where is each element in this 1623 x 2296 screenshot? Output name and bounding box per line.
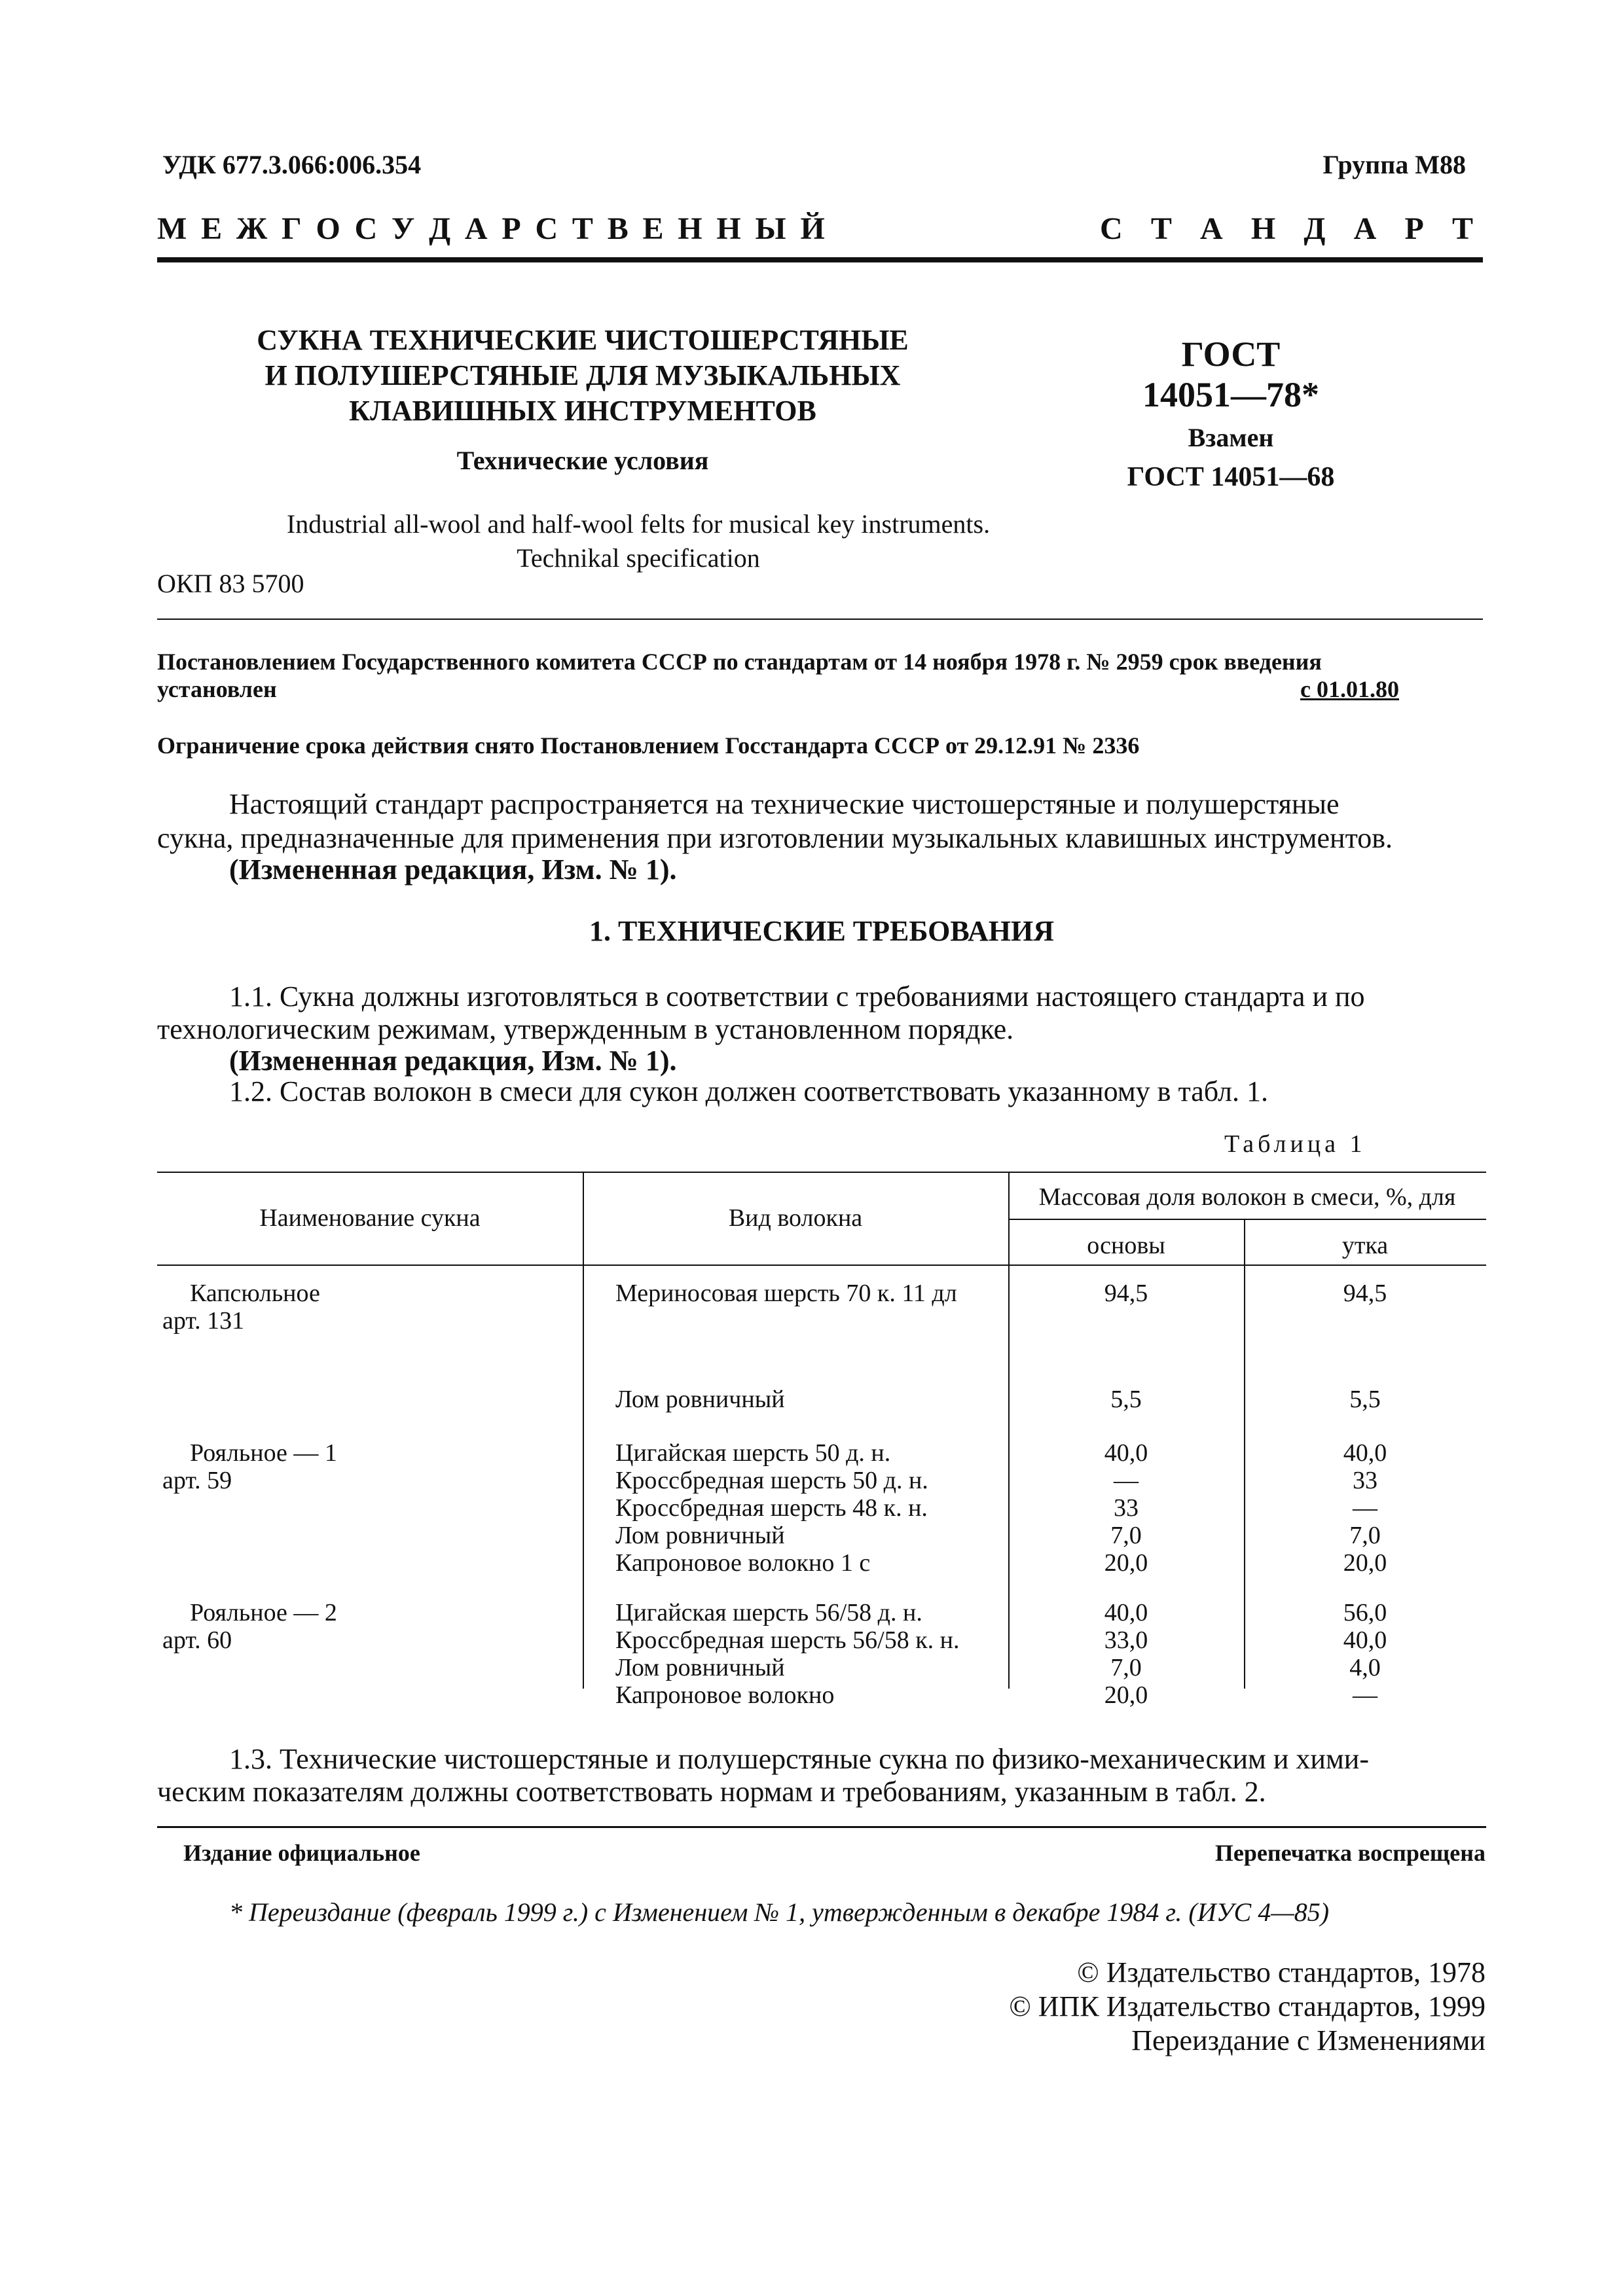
col-header-fiber: Вид волокна	[728, 1204, 863, 1232]
para-1-1-line-1: 1.1. Сукна должны изготовляться в соответствии с требованиями настоящего стандарта и по	[229, 980, 1365, 1013]
copyright-line-1: © Издательство стандартов, 1978	[1077, 1956, 1486, 1988]
copyright-line-3: Переиздание с Изменениями	[1131, 2024, 1486, 2056]
warp-share: 33	[1114, 1494, 1139, 1522]
para-1-3-line-1: 1.3. Технические чистошерстяные и полушерстяные сукна по физико-механическим и хими-	[229, 1743, 1369, 1775]
table-vline-1	[583, 1172, 584, 1689]
gost-number: 14051—78*	[1142, 375, 1319, 414]
weft-share: 7,0	[1349, 1522, 1381, 1549]
warp-share: 7,0	[1110, 1654, 1142, 1681]
fabric-article: арт. 60	[162, 1626, 232, 1654]
replaces-gost: ГОСТ 14051—68	[1127, 462, 1335, 492]
title-line-3: КЛАВИШНЫХ ИНСТРУМЕНТОВ	[349, 395, 816, 427]
weft-share: 94,5	[1343, 1280, 1387, 1307]
copyright-line-2: © ИПК Издательство стандартов, 1999	[1009, 1990, 1486, 2022]
fiber-type: Цигайская шерсть 56/58 д. н.	[615, 1599, 922, 1626]
weft-share: 40,0	[1343, 1439, 1387, 1467]
reissue-note: * Переиздание (февраль 1999 г.) с Изменением № 1, утвержденным в декабре 1984 г. (ИУС 4—85)	[229, 1897, 1330, 1927]
col-header-weft: утка	[1341, 1232, 1389, 1259]
col-header-mass: Массовая доля волокон в смеси, %, для	[1038, 1183, 1456, 1211]
warp-share: 20,0	[1104, 1549, 1148, 1577]
para-1-3-line-2: ческим показателям должны соответствовать нормам и требованиям, указанным в табл. 2.	[157, 1776, 1266, 1808]
weft-share: 4,0	[1349, 1654, 1381, 1681]
decree-date: с 01.01.80	[1300, 676, 1399, 702]
warp-share: 33,0	[1104, 1626, 1148, 1654]
fabric-article: арт. 59	[162, 1467, 232, 1494]
col-header-name: Наименование сукна	[259, 1204, 481, 1232]
para-1-1-line-2: технологическим режимам, утвержденным в установленном порядке.	[157, 1013, 1014, 1045]
table-header-rule	[157, 1265, 1486, 1266]
weft-share: 40,0	[1343, 1626, 1387, 1654]
english-line-2: Technikal specification	[517, 543, 760, 573]
para-1-2: 1.2. Состав волокон в смеси для сукон должен соответствовать указанному в табл. 1.	[229, 1075, 1268, 1107]
warp-share: 7,0	[1110, 1522, 1142, 1549]
weft-share: 33	[1353, 1467, 1377, 1494]
limitation-note: Ограничение срока действия снято Постановлением Госстандарта СССР от 29.12.91 № 2336	[157, 732, 1140, 759]
fiber-type: Капроновое волокно	[615, 1681, 835, 1709]
decree-line-1: Постановлением Государственного комитета СССР по стандартам от 14 ноября 1978 г. № 2959 срок введения	[157, 649, 1322, 675]
banner-left: М Е Ж Г О С У Д А Р С Т В Е Н Н Ы Й	[157, 211, 825, 246]
banner-right: С Т А Н Д А Р Т	[1100, 211, 1473, 246]
warp-share: 94,5	[1104, 1280, 1148, 1307]
fiber-type: Кроссбредная шерсть 56/58 к. н.	[615, 1626, 960, 1654]
fabric-article: арт. 131	[162, 1307, 245, 1335]
replaces-label: Взамен	[1188, 423, 1274, 452]
decree-line-2: установлен	[157, 676, 277, 702]
warp-share: 20,0	[1104, 1681, 1148, 1709]
fiber-type: Лом ровничный	[615, 1522, 785, 1549]
title-rule	[157, 619, 1483, 620]
intro-amendment: (Измененная редакция, Изм. № 1).	[229, 853, 677, 886]
fiber-type: Лом ровничный	[615, 1654, 785, 1681]
banner-rule	[157, 257, 1483, 262]
footer-rule	[157, 1826, 1486, 1828]
fabric-name: Капсюльное	[190, 1280, 320, 1307]
para-1-1-amendment: (Измененная редакция, Изм. № 1).	[229, 1045, 677, 1077]
section-heading: 1. ТЕХНИЧЕСКИЕ ТРЕБОВАНИЯ	[589, 915, 1054, 947]
intro-line-2: сукна, предназначенные для применения при изготовлении музыкальных клавишных инструментов.	[157, 822, 1393, 854]
title-line-2: И ПОЛУШЕРСТЯНЫЕ ДЛЯ МУЗЫКАЛЬНЫХ	[264, 359, 901, 391]
english-line-1: Industrial all-wool and half-wool felts for musical key instruments.	[286, 509, 991, 539]
copyright-block	[1009, 1956, 1486, 2058]
warp-share: —	[1114, 1467, 1139, 1494]
intro-line-1: Настоящий стандарт распространяется на технические чистошерстяные и полушерстяные	[229, 788, 1340, 820]
group-code: Группа М88	[1322, 150, 1466, 179]
reprint-forbidden: Перепечатка воспрещена	[1214, 1840, 1486, 1866]
english-title	[131, 507, 1146, 575]
weft-share: 20,0	[1343, 1549, 1387, 1577]
gost-block	[1074, 334, 1388, 415]
table-top-rule	[157, 1172, 1486, 1173]
fiber-type: Кроссбредная шерсть 48 к. н.	[615, 1494, 928, 1522]
fiber-type: Кроссбредная шерсть 50 д. н.	[615, 1467, 928, 1494]
fiber-type: Лом ровничный	[615, 1386, 785, 1413]
fabric-name: Рояльное — 1	[190, 1439, 337, 1467]
weft-share: —	[1353, 1494, 1377, 1522]
udk-code: УДК 677.3.066:006.354	[162, 150, 422, 179]
document-subtitle: Технические условия	[456, 446, 709, 475]
warp-share: 40,0	[1104, 1439, 1148, 1467]
weft-share: —	[1353, 1681, 1377, 1709]
official-edition: Издание официальное	[183, 1840, 420, 1866]
fiber-type: Цигайская шерсть 50 д. н.	[615, 1439, 891, 1467]
weft-share: 5,5	[1349, 1386, 1381, 1413]
gost-label: ГОСТ	[1181, 334, 1281, 374]
title-line-1: СУКНА ТЕХНИЧЕСКИЕ ЧИСТОШЕРСТЯНЫЕ	[257, 324, 909, 356]
weft-share: 56,0	[1343, 1599, 1387, 1626]
warp-share: 5,5	[1110, 1386, 1142, 1413]
fabric-name: Рояльное — 2	[190, 1599, 337, 1626]
col-header-warp: основы	[1087, 1232, 1165, 1259]
document-title	[196, 323, 969, 429]
table-subheader-rule	[1008, 1219, 1486, 1220]
warp-share: 40,0	[1104, 1599, 1148, 1626]
fiber-type: Капроновое волокно 1 с	[615, 1549, 871, 1577]
table-caption: Таблица 1	[1224, 1130, 1366, 1158]
okp-code: ОКП 83 5700	[157, 569, 304, 598]
fiber-type: Мериносовая шерсть 70 к. 11 дл	[615, 1280, 957, 1307]
